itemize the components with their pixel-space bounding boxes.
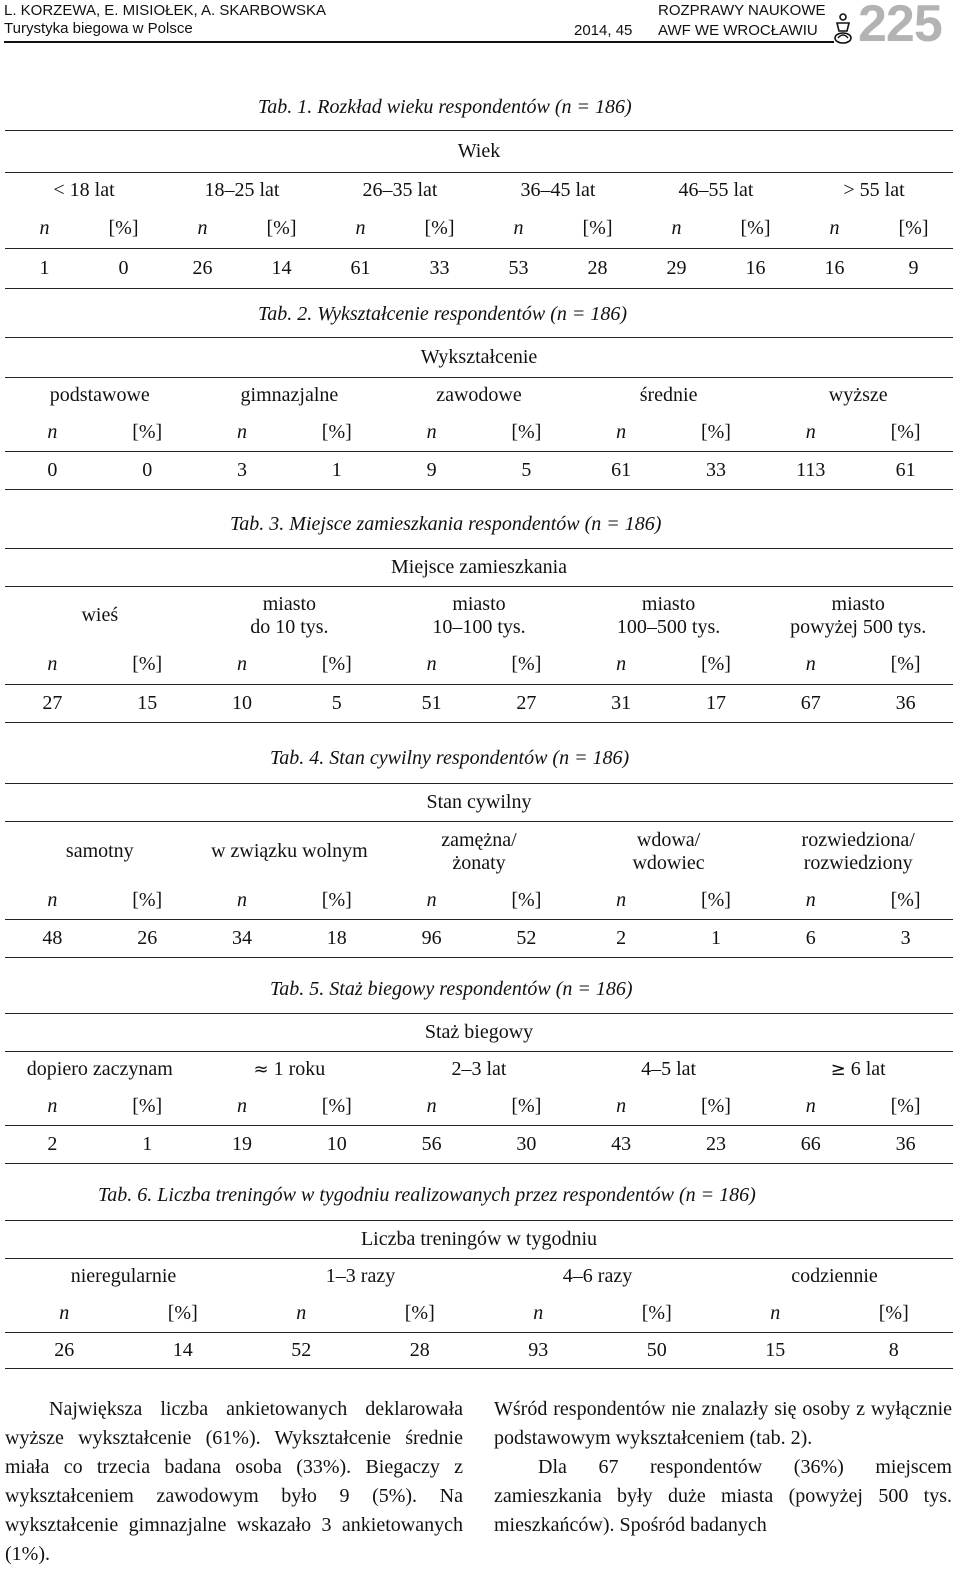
tab3-unit: n xyxy=(5,645,100,685)
tab5-category-label: 2–3 lat xyxy=(451,1058,507,1081)
tab5-value: 43 xyxy=(574,1126,669,1164)
tab1-unit: [%] xyxy=(874,209,953,249)
tab3-unit: [%] xyxy=(100,645,195,685)
tab1-unit: [%] xyxy=(558,209,637,249)
body-paragraph: Wśród respondentów nie znalazły się osoby z wyłącznie podstawowym wykształceniem (tab. 2). xyxy=(494,1398,952,1449)
tab5-value: 1 xyxy=(100,1126,195,1164)
tab4-category-line1: zamężna/ xyxy=(441,828,517,851)
tab3-value: 27 xyxy=(5,685,100,723)
tab2-category: gimnazjalne xyxy=(240,384,339,407)
tab4-unit: n xyxy=(763,882,858,920)
tab6-unit: n xyxy=(479,1295,598,1333)
tab1-unit: n xyxy=(479,209,558,249)
tab3-value: 67 xyxy=(763,685,858,723)
tab4-category xyxy=(574,822,764,882)
tab4-category-line1: rozwiedziona/ xyxy=(801,828,915,851)
tab3-unit: [%] xyxy=(289,645,384,685)
tab4-unit: [%] xyxy=(100,882,195,920)
tab3-category-line1: miasto xyxy=(641,592,696,615)
tab2-value: 0 xyxy=(100,452,195,490)
tab1-unit: n xyxy=(321,209,400,249)
tab5-unit: [%] xyxy=(289,1088,384,1126)
tab2-unit: [%] xyxy=(669,414,764,452)
tab1-value: 9 xyxy=(874,249,953,289)
tab3-value: 27 xyxy=(479,685,574,723)
tab2-unit: [%] xyxy=(479,414,574,452)
tab1-table xyxy=(5,130,953,289)
tab1-value: 26 xyxy=(163,249,242,289)
tab2-unit: n xyxy=(574,414,669,452)
tab1-caption: Tab. 1. Rozkład wieku respondentów (n = 186) xyxy=(258,96,632,118)
tab1-unit: n xyxy=(637,209,716,249)
tab5-unit: n xyxy=(384,1088,479,1126)
tab2-value: 61 xyxy=(574,452,669,490)
tab1-category: 46–55 lat xyxy=(678,179,754,202)
tab5-category xyxy=(5,1052,195,1088)
tab5-value: 66 xyxy=(763,1126,858,1164)
tab4-value: 6 xyxy=(763,920,858,958)
tab3-unit: [%] xyxy=(479,645,574,685)
tab3-group-header: Miejsce zamieszkania xyxy=(5,549,953,587)
tab5-category-label: 4–5 lat xyxy=(641,1058,697,1081)
tab1-value: 14 xyxy=(242,249,321,289)
tab4-unit: [%] xyxy=(669,882,764,920)
tab3-category-line2: 10–100 tys. xyxy=(432,615,526,638)
header-authors: L. KORZEWA, E. MISIOŁEK, A. SKARBOWSKA xyxy=(4,2,327,19)
tab4-category xyxy=(384,822,574,882)
tab3-value: 5 xyxy=(289,685,384,723)
header-rule xyxy=(4,41,834,43)
tab2-category: zawodowe xyxy=(436,384,522,407)
tab1-value: 29 xyxy=(637,249,716,289)
tab6-value: 52 xyxy=(242,1333,361,1369)
tab2-unit: [%] xyxy=(100,414,195,452)
tab2-table xyxy=(5,337,953,490)
tab5-unit: n xyxy=(763,1088,858,1126)
tab2-value: 0 xyxy=(5,452,100,490)
tab4-value: 34 xyxy=(195,920,290,958)
awf-logo-icon xyxy=(832,10,854,46)
tab6-value: 14 xyxy=(124,1333,243,1369)
tab5-category xyxy=(763,1052,953,1088)
tab2-value: 3 xyxy=(195,452,290,490)
tab3-table xyxy=(5,548,953,723)
tab4-group-header: Stan cywilny xyxy=(5,784,953,822)
tab5-category-label: 6 lat xyxy=(850,1058,886,1081)
tab5-unit: [%] xyxy=(669,1088,764,1126)
tab3-category-line1: miasto xyxy=(831,592,885,615)
tab3-unit: [%] xyxy=(858,645,953,685)
tab6-unit: [%] xyxy=(361,1295,480,1333)
page-number: 225 xyxy=(858,0,942,53)
tab1-value: 61 xyxy=(321,249,400,289)
tab5-category xyxy=(574,1052,764,1088)
tab3-category xyxy=(195,587,385,645)
tab6-category: codziennie xyxy=(791,1265,878,1288)
header-journal-line1: ROZPRAWY NAUKOWE xyxy=(658,2,826,19)
tab4-value: 18 xyxy=(289,920,384,958)
tab4-table xyxy=(5,783,953,958)
tab6-value: 26 xyxy=(5,1333,124,1369)
tab3-category xyxy=(574,587,764,645)
tab5-value: 2 xyxy=(5,1126,100,1164)
tab2-unit: n xyxy=(5,414,100,452)
tab4-unit: [%] xyxy=(289,882,384,920)
tab1-unit: [%] xyxy=(84,209,163,249)
tab5-table xyxy=(5,1013,953,1164)
tab4-unit: n xyxy=(574,882,669,920)
tab5-unit: n xyxy=(5,1088,100,1126)
tab3-value: 36 xyxy=(858,685,953,723)
tab2-value: 61 xyxy=(858,452,953,490)
tab1-category: 26–35 lat xyxy=(362,179,438,202)
tab5-unit: [%] xyxy=(100,1088,195,1126)
tab1-unit: [%] xyxy=(716,209,795,249)
tab1-value: 53 xyxy=(479,249,558,289)
tab6-unit: n xyxy=(716,1295,835,1333)
tab3-category-line1: wieś xyxy=(81,604,119,627)
tab3-unit: [%] xyxy=(669,645,764,685)
tab2-value: 1 xyxy=(289,452,384,490)
tab6-table xyxy=(5,1220,953,1369)
tab6-value: 28 xyxy=(361,1333,480,1369)
tab1-unit: [%] xyxy=(400,209,479,249)
header-article-title: Turystyka biegowa w Polsce xyxy=(4,20,193,37)
tab1-value: 28 xyxy=(558,249,637,289)
tab5-value: 56 xyxy=(384,1126,479,1164)
tab3-category xyxy=(384,587,574,645)
tab5-value: 36 xyxy=(858,1126,953,1164)
tab4-value: 3 xyxy=(858,920,953,958)
tab3-category-line1: miasto xyxy=(262,592,317,615)
tab3-category xyxy=(763,587,953,645)
tab2-category: podstawowe xyxy=(49,384,150,407)
tab4-value: 26 xyxy=(100,920,195,958)
tab1-value: 16 xyxy=(795,249,874,289)
tab5-category xyxy=(195,1052,385,1088)
tab6-value: 15 xyxy=(716,1333,835,1369)
tab6-category: nieregularnie xyxy=(70,1265,177,1288)
tab4-caption: Tab. 4. Stan cywilny respondentów (n = 186) xyxy=(270,747,630,769)
tab4-category xyxy=(195,822,385,882)
tab2-category: wyższe xyxy=(828,384,888,407)
tab4-value: 2 xyxy=(574,920,669,958)
tab3-caption: Tab. 3. Miejsce zamieszkania respondentów (n = 186) xyxy=(230,513,662,535)
tab4-unit: n xyxy=(5,882,100,920)
tab5-unit: n xyxy=(195,1088,290,1126)
approx-symbol: ≈ xyxy=(253,1059,269,1081)
tab4-category-line1: wdowa/ xyxy=(636,828,701,851)
tab1-unit: n xyxy=(795,209,874,249)
body-right-column xyxy=(494,1395,952,1540)
tab4-value: 96 xyxy=(384,920,479,958)
tab6-caption: Tab. 6. Liczba treningów w tygodniu realizowanych przez respondentów (n = 186) xyxy=(98,1184,756,1206)
tab4-category xyxy=(5,822,195,882)
tab3-value: 10 xyxy=(195,685,290,723)
tab5-value: 30 xyxy=(479,1126,574,1164)
tab6-group-header: Liczba treningów w tygodniu xyxy=(5,1221,953,1259)
tab2-unit: [%] xyxy=(858,414,953,452)
body-paragraph: Największa liczba ankietowanych deklarowała wyższe wykształcenie (61%). Wykształcenie średnie miała co trzecia badana osoba (33%). Biegaczy z wykształceniem zawodowym było 9 (5%). Na wykształcenie gimnazjalne wskazało 3 ankietowanych (1%). xyxy=(5,1398,463,1565)
tab1-unit: n xyxy=(5,209,84,249)
tab2-value: 9 xyxy=(384,452,479,490)
tab2-value: 5 xyxy=(479,452,574,490)
tab4-value: 1 xyxy=(669,920,764,958)
tab6-category: 1–3 razy xyxy=(325,1265,396,1288)
tab3-unit: n xyxy=(384,645,479,685)
tab5-unit: [%] xyxy=(858,1088,953,1126)
tab2-group-header: Wykształcenie xyxy=(5,338,953,378)
tab5-value: 10 xyxy=(289,1126,384,1164)
tab6-unit: [%] xyxy=(835,1295,954,1333)
tab2-category: średnie xyxy=(639,384,698,407)
tab1-category: > 55 lat xyxy=(843,179,905,202)
tab4-value: 48 xyxy=(5,920,100,958)
tab3-category xyxy=(5,587,195,645)
tab4-category-line2: rozwiedziony xyxy=(803,851,913,874)
tab5-value: 23 xyxy=(669,1126,764,1164)
tab5-unit: n xyxy=(574,1088,669,1126)
tab3-unit: n xyxy=(763,645,858,685)
tab2-caption: Tab. 2. Wykształcenie respondentów (n = 186) xyxy=(258,303,628,325)
tab1-category: < 18 lat xyxy=(53,179,115,202)
body-left-column xyxy=(5,1395,463,1569)
tab6-value: 50 xyxy=(598,1333,717,1369)
tab6-category: 4–6 razy xyxy=(562,1265,633,1288)
tab5-caption: Tab. 5. Staż biegowy respondentów (n = 186) xyxy=(270,978,633,1000)
tab1-group-header: Wiek xyxy=(5,131,953,173)
greater-equal-symbol: ≥ xyxy=(830,1059,846,1081)
tab4-category-line1: samotny xyxy=(65,840,134,863)
tab3-value: 15 xyxy=(100,685,195,723)
tab2-unit: n xyxy=(384,414,479,452)
tab3-category-line2: 100–500 tys. xyxy=(616,615,721,638)
tab1-unit: [%] xyxy=(242,209,321,249)
tab2-unit: [%] xyxy=(289,414,384,452)
tab5-unit: [%] xyxy=(479,1088,574,1126)
tab6-unit: [%] xyxy=(124,1295,243,1333)
tab5-category xyxy=(384,1052,574,1088)
tab2-value: 33 xyxy=(669,452,764,490)
tab4-unit: [%] xyxy=(858,882,953,920)
tab1-category: 18–25 lat xyxy=(204,179,280,202)
tab6-unit: n xyxy=(242,1295,361,1333)
tab3-category-line1: miasto xyxy=(452,592,506,615)
tab3-category-line2: powyżej 500 tys. xyxy=(790,615,927,638)
tab5-group-header: Staż biegowy xyxy=(5,1014,953,1052)
tab3-value: 17 xyxy=(669,685,764,723)
tab1-value: 1 xyxy=(5,249,84,289)
tab3-unit: n xyxy=(574,645,669,685)
tab1-value: 16 xyxy=(716,249,795,289)
tab2-unit: n xyxy=(195,414,290,452)
tab3-value: 51 xyxy=(384,685,479,723)
tab6-unit: [%] xyxy=(598,1295,717,1333)
body-paragraph: Dla 67 respondentów (36%) miejscem zamieszkania były duże miasta (powyżej 500 tys. mieszkańców). Spośród badanych xyxy=(494,1456,952,1536)
tab6-unit: n xyxy=(5,1295,124,1333)
tab3-category-line2: do 10 tys. xyxy=(250,615,329,638)
tab6-value: 8 xyxy=(835,1333,954,1369)
page-header xyxy=(0,0,960,53)
tab1-value: 33 xyxy=(400,249,479,289)
tab4-category-line2: żonaty xyxy=(452,851,506,874)
tab4-category-line1: w związku wolnym xyxy=(211,840,368,863)
header-year-volume: 2014, 45 xyxy=(574,22,633,39)
tab4-unit: n xyxy=(195,882,290,920)
tab1-value: 0 xyxy=(84,249,163,289)
tab4-category xyxy=(763,822,953,882)
tab5-category-label: dopiero zaczynam xyxy=(26,1058,173,1081)
tab5-value: 19 xyxy=(195,1126,290,1164)
tab4-value: 52 xyxy=(479,920,574,958)
tab6-value: 93 xyxy=(479,1333,598,1369)
tab4-unit: [%] xyxy=(479,882,574,920)
tab1-unit: n xyxy=(163,209,242,249)
header-journal-line2: AWF WE WROCŁAWIU xyxy=(658,22,818,39)
tab3-unit: n xyxy=(195,645,290,685)
tab2-unit: n xyxy=(763,414,858,452)
tab5-category-label: 1 roku xyxy=(273,1058,326,1081)
tab2-value: 113 xyxy=(763,452,858,490)
tab4-category-line2: wdowiec xyxy=(632,851,705,874)
tab1-category: 36–45 lat xyxy=(520,179,596,202)
tab3-value: 31 xyxy=(574,685,669,723)
tab4-unit: n xyxy=(384,882,479,920)
